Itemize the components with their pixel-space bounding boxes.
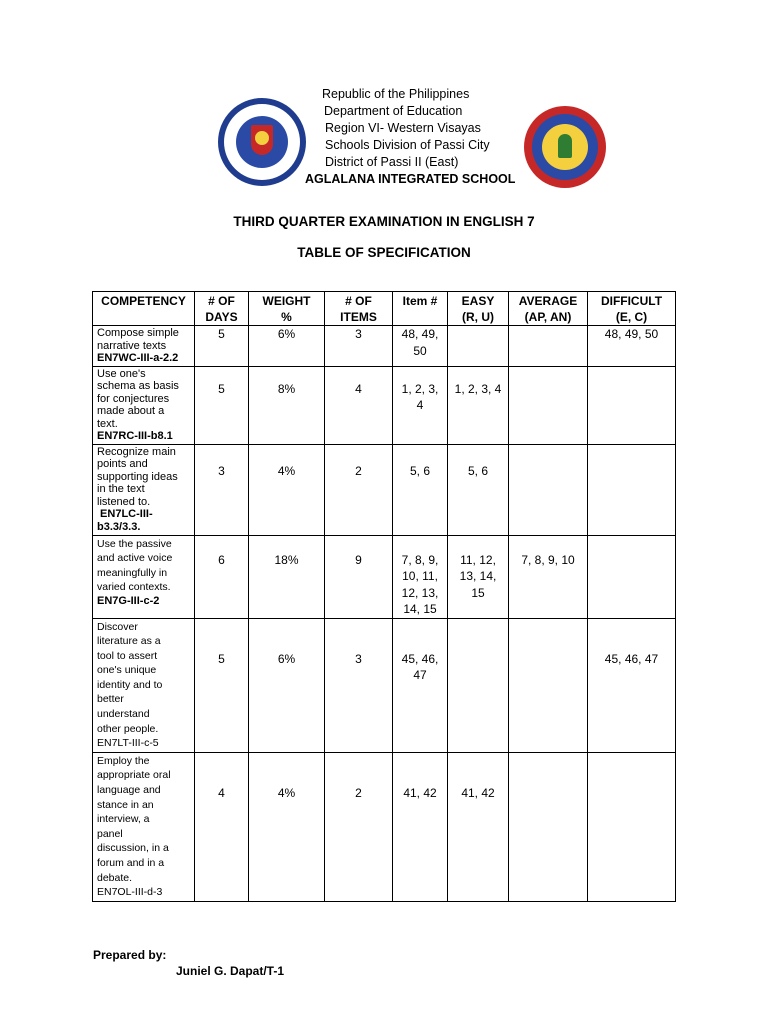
days-value: 5 — [218, 327, 225, 341]
competency-text: made about a — [97, 405, 165, 417]
weight-value: 8% — [277, 381, 296, 396]
competency-code: EN7G-III-c-2 — [97, 594, 160, 607]
items-cell — [325, 444, 393, 535]
item-no-value: 12, 13, — [401, 585, 439, 600]
weight-cell — [249, 618, 325, 752]
easy-value: 13, 14, — [459, 569, 497, 583]
header-line-department: Department of Education — [324, 104, 463, 118]
easy-cell — [448, 326, 509, 367]
header-items-line: ITEMS — [340, 310, 377, 324]
competency-text: interview, a — [97, 813, 150, 826]
difficult-cell — [588, 366, 676, 444]
competency-text: discussion, in a — [97, 842, 169, 855]
item-no-value: 50 — [413, 343, 427, 358]
items-value: 2 — [355, 463, 362, 478]
competency-text: meaningfully in — [97, 566, 168, 579]
items-cell — [325, 535, 393, 618]
table-row — [93, 535, 676, 618]
easy-cell — [448, 366, 509, 444]
difficult-value: 48, 49, 50 — [604, 327, 659, 341]
item-no-value: 45, 46, — [401, 651, 439, 666]
easy-value: 1, 2, 3, 4 — [454, 381, 502, 396]
average-value: 7, 8, 9, 10 — [521, 552, 575, 567]
average-cell — [509, 366, 588, 444]
items-value: 2 — [355, 785, 362, 800]
header-easy-line: EASY — [461, 294, 495, 308]
item-no-cell — [393, 366, 448, 444]
competency-text: Employ the — [97, 754, 150, 767]
deped-seal-logo — [218, 98, 306, 186]
competency-text: literature as a — [97, 635, 161, 648]
competency-text: other people. — [97, 722, 159, 735]
header-item-no-line: Item # — [402, 294, 438, 308]
header-item-no — [393, 292, 448, 326]
weight-cell — [249, 366, 325, 444]
competency-cell — [93, 618, 195, 752]
easy-value: 11, 12, — [460, 552, 496, 567]
competency-text: text. — [97, 417, 118, 430]
competency-text: EN7OL-III-d-3 — [97, 886, 163, 899]
header-line-region: Region VI- Western Visayas — [325, 121, 481, 135]
items-cell — [325, 752, 393, 901]
specification-table — [92, 291, 676, 902]
competency-text: appropriate oral — [97, 769, 171, 782]
header-average-line: (AP, AN) — [524, 310, 572, 324]
table-row — [93, 752, 676, 901]
competency-text: Discover — [97, 620, 138, 633]
item-no-cell — [393, 535, 448, 618]
days-cell — [195, 618, 249, 752]
header-difficult-line: (E, C) — [615, 310, 648, 324]
weight-value: 6% — [277, 651, 296, 666]
competency-cell — [93, 444, 195, 535]
difficult-cell — [588, 444, 676, 535]
competency-code: EN7WC-III-a-2.2 — [97, 352, 179, 364]
days-cell — [195, 752, 249, 901]
division-seal-logo — [524, 106, 606, 188]
items-cell — [325, 618, 393, 752]
days-cell — [195, 535, 249, 618]
header-weight-line: WEIGHT — [262, 294, 311, 308]
header-weight-line: % — [281, 310, 292, 324]
header-line-division: Schools Division of Passi City — [325, 138, 490, 152]
days-value: 5 — [218, 381, 225, 396]
school-name: AGLALANA INTEGRATED SCHOOL — [305, 172, 516, 186]
weight-value: 4% — [277, 785, 296, 800]
competency-text: in the text — [97, 483, 145, 495]
items-value: 4 — [355, 381, 362, 396]
item-no-value: 48, 49, — [401, 327, 439, 341]
competency-cell — [93, 366, 195, 444]
competency-text: better — [97, 693, 124, 706]
competency-code: EN7LC-III- — [97, 508, 153, 520]
competency-text: for conjectures — [97, 392, 170, 405]
competency-text: Use one's — [97, 367, 146, 380]
easy-cell — [448, 752, 509, 901]
competency-text: schema as basis — [97, 380, 179, 392]
items-value: 3 — [355, 327, 362, 341]
weight-value: 4% — [277, 463, 296, 478]
competency-text: stance in an — [97, 798, 154, 811]
average-cell — [509, 444, 588, 535]
items-value: 9 — [355, 552, 362, 567]
item-no-cell — [393, 444, 448, 535]
table-header-row — [93, 292, 676, 326]
header-average-line: AVERAGE — [518, 294, 578, 308]
item-no-value: 47 — [413, 668, 427, 682]
header-items — [325, 292, 393, 326]
header-difficult-line: DIFFICULT — [600, 294, 663, 308]
header-competency — [93, 292, 195, 326]
table-row — [93, 366, 676, 444]
item-no-value: 41, 42 — [403, 785, 437, 800]
preparer-name: Juniel G. Dapat/T-1 — [176, 964, 285, 978]
average-cell — [509, 618, 588, 752]
items-cell — [325, 366, 393, 444]
days-value: 3 — [218, 463, 225, 478]
difficult-cell — [588, 618, 676, 752]
header-items-line: # OF — [345, 294, 372, 308]
table-row — [93, 326, 676, 367]
weight-cell — [249, 444, 325, 535]
days-value: 5 — [218, 651, 225, 666]
difficult-cell — [588, 326, 676, 367]
weight-value: 6% — [277, 327, 296, 341]
average-cell — [509, 535, 588, 618]
weight-value: 18% — [274, 552, 299, 567]
competency-text: and active voice — [97, 552, 173, 565]
competency-text: varied contexts. — [97, 581, 171, 594]
table-row — [93, 444, 676, 535]
items-value: 3 — [355, 651, 362, 666]
weight-cell — [249, 535, 325, 618]
competency-text: understand — [97, 708, 150, 721]
exam-title: THIRD QUARTER EXAMINATION IN ENGLISH 7 — [233, 214, 535, 229]
header-days-line: # OF — [208, 294, 235, 308]
competency-text: Compose simple — [97, 327, 179, 339]
competency-text: points and — [97, 458, 148, 470]
header-line-district: District of Passi II (East) — [325, 155, 459, 169]
item-no-cell — [393, 618, 448, 752]
average-cell — [509, 752, 588, 901]
item-no-cell — [393, 326, 448, 367]
days-value: 4 — [218, 785, 225, 800]
competency-text: listened to. — [97, 495, 151, 508]
competency-text: supporting ideas — [97, 470, 178, 483]
easy-value: 15 — [471, 585, 485, 600]
header-days — [195, 292, 249, 326]
days-cell — [195, 366, 249, 444]
item-no-value: 14, 15 — [403, 602, 437, 616]
difficult-value: 45, 46, 47 — [604, 651, 659, 666]
header-difficult — [588, 292, 676, 326]
days-cell — [195, 444, 249, 535]
header-average — [509, 292, 588, 326]
easy-value: 5, 6 — [467, 463, 488, 478]
days-value: 6 — [218, 552, 225, 567]
prepared-by-label: Prepared by: — [93, 948, 167, 962]
competency-cell — [93, 752, 195, 901]
header-easy-line: (R, U) — [462, 310, 494, 324]
competency-text: narrative texts — [97, 339, 167, 352]
header-competency-line: COMPETENCY — [101, 294, 186, 308]
easy-cell — [448, 535, 509, 618]
competency-text: language and — [97, 784, 161, 797]
header-days-line: DAYS — [205, 310, 238, 324]
document-header — [0, 84, 768, 194]
competency-text: panel — [97, 827, 123, 840]
table-row — [93, 618, 676, 752]
days-cell — [195, 326, 249, 367]
competency-text: Recognize main — [97, 445, 176, 458]
header-line-republic: Republic of the Philippines — [322, 87, 470, 101]
difficult-cell — [588, 752, 676, 901]
easy-value: 41, 42 — [461, 785, 495, 800]
difficult-cell — [588, 535, 676, 618]
item-no-value: 7, 8, 9, — [401, 552, 439, 567]
competency-text: tool to assert — [97, 649, 158, 662]
item-no-value: 1, 2, 3, — [401, 381, 439, 396]
competency-code: b3.3/3.3. — [97, 520, 141, 533]
items-cell — [325, 326, 393, 367]
weight-cell — [249, 752, 325, 901]
competency-cell — [93, 535, 195, 618]
easy-cell — [448, 618, 509, 752]
competency-text: forum and in a — [97, 857, 165, 869]
item-no-cell — [393, 752, 448, 901]
weight-cell — [249, 326, 325, 367]
item-no-value: 10, 11, — [402, 569, 438, 583]
competency-text: debate. — [97, 871, 133, 884]
competency-cell — [93, 326, 195, 367]
easy-cell — [448, 444, 509, 535]
average-cell — [509, 326, 588, 367]
item-no-value: 4 — [416, 398, 424, 412]
competency-text: Use the passive — [97, 537, 172, 550]
competency-code: EN7RC-III-b8.1 — [97, 430, 173, 442]
header-weight — [249, 292, 325, 326]
header-easy — [448, 292, 509, 326]
competency-text: identity and to — [97, 678, 163, 691]
table-subtitle: TABLE OF SPECIFICATION — [297, 245, 471, 260]
competency-text: one's unique — [97, 664, 157, 677]
item-no-value: 5, 6 — [409, 463, 430, 478]
competency-text: EN7LT-III-c-5 — [97, 737, 159, 750]
